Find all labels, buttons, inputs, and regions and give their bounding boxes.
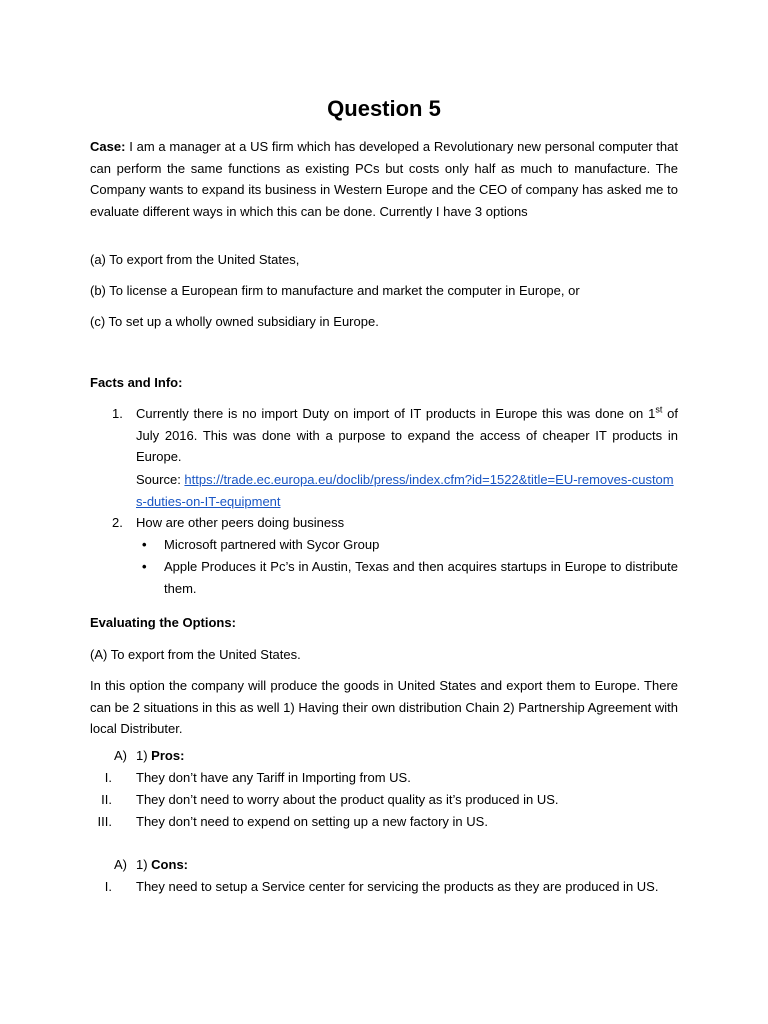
source-link[interactable]: https://trade.ec.europa.eu/doclib/press/index.cfm?id=1522&title=EU-removes-customs-duties-on-IT-equipment [136,472,674,509]
peer-bullet-2 [90,556,678,599]
cons-label: Cons: [151,857,189,872]
evaluating-heading: Evaluating the Options: [90,615,236,630]
cons-prefix: 1) [136,857,152,872]
option-b-text: (b) To license a European firm to manufacture and market the computer in Europe, or [90,283,580,298]
pros-item-numeral: II. [101,792,112,807]
facts-item-2-text: How are other peers doing business [136,515,345,530]
option-c-text: (c) To set up a wholly owned subsidiary in Europe. [90,314,379,329]
pros-item-numeral: I. [104,770,112,785]
pros-letter: A) [114,748,127,763]
pros-item [90,789,678,811]
facts-item-2 [90,512,678,534]
bullet-icon: • [142,537,147,552]
facts-source [90,469,678,512]
source-line [136,469,678,512]
cons-item-numeral: I. [104,879,112,894]
pros-item-numeral: III. [97,814,112,829]
cons-heading [90,854,678,876]
option-a-heading: (A) To export from the United States. [90,647,301,662]
pros-item [90,811,678,833]
peer-bullet-1-text: Microsoft partnered with Sycor Group [164,537,380,552]
facts-item-1 [90,403,678,468]
pros-label: Pros: [151,748,185,763]
page-title: Question 5 [327,96,441,121]
peer-bullet-2-text: Apple Produces it Pc’s in Austin, Texas and then acquires startups in Europe to distribute them. [164,559,678,596]
source-label: Source: [136,472,185,487]
ordinal-suffix: st [655,404,663,415]
case-paragraph [90,136,678,222]
facts-item-2-number: 2. [112,515,123,530]
cons-item [90,876,678,898]
facts-heading: Facts and Info: [90,375,183,390]
case-label: Case: [90,139,126,154]
pros-heading [90,745,678,767]
case-text: I am a manager at a US firm which has developed a Revolutionary new personal computer that can perform the same functions as existing PCs but costs only half as much to manufacture. The Company wants to expand its business in Western Europe and the CEO of company has asked me to evaluate different ways in which this can be done. Currently I have 3 options [90,139,678,219]
pros-item-text: They don’t have any Tariff in Importing from US. [136,770,411,785]
pros-item [90,767,678,789]
pros-prefix: 1) [136,748,152,763]
cons-item-text: They need to setup a Service center for servicing the products as they are produced in US. [136,879,659,894]
cons-letter: A) [114,857,127,872]
pros-item-text: They don’t need to worry about the product quality as it’s produced in US. [136,792,559,807]
facts-item-1-text-b: of July 2016. This was done with a purpose to expand the access of cheaper IT products in Europe. [136,406,678,464]
facts-item-1-text [136,403,678,468]
option-a-paragraph: In this option the company will produce the goods in United States and export them to Europe. There can be 2 situations in this as well 1) Having their own distribution Chain 2) Partnership Agreement with local Distributer. [90,678,678,736]
facts-item-1-text-a: Currently there is no import Duty on import of IT products in Europe this was done on 1 [136,406,656,421]
option-a-text: (a) To export from the United States, [90,252,300,267]
pros-item-text: They don’t need to expend on setting up a new factory in US. [136,814,488,829]
bullet-icon: • [142,559,147,574]
facts-item-1-number: 1. [112,406,123,421]
peer-bullet-1 [90,534,678,556]
